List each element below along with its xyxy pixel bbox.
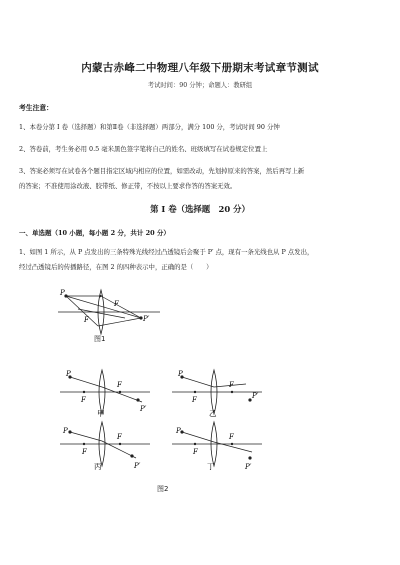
panel-yi — [172, 370, 262, 418]
figure-1-label-F: F — [114, 300, 119, 308]
panel-jia-label-F: F — [81, 396, 86, 404]
panel-yi-label: 乙 — [209, 409, 217, 418]
notice-item-3-line-1: 3、答案必须写在试卷各个题目指定区域内相应的位置，如需改动，先划掉原来的答案，然后再写上新 — [19, 167, 305, 175]
panel-ding-label-P: P — [176, 427, 181, 435]
panel-ding-label-F: F — [193, 448, 198, 456]
panel-yi-label-Pprime: P′ — [252, 392, 259, 400]
panel-jia-label-Pprime: P′ — [140, 405, 147, 413]
question-1-line-1: 1、如图 1 所示，从 P 点发出的三条特殊光线经过凸透镜后会聚于 P′ 点，现有一条光线也从 P 点发出， — [19, 248, 314, 256]
notice-heading: 考生注意： — [19, 104, 53, 112]
figure-1-label-Pprime: P′ — [143, 315, 150, 323]
notice-item-1: 1、本卷分第 I 卷（选择题）和第Ⅱ卷（非选择题）两部分，满分 100 分，考试时间 90 分钟 — [19, 123, 280, 131]
panel-ding — [172, 422, 262, 471]
panel-ding-label-F2: F — [229, 433, 234, 441]
panel-bing-label: 丙 — [94, 462, 102, 471]
question-1-line-2: 经过凸透镜后的传播路径，在图 2 的四种表示中，正确的是（ ） — [19, 263, 213, 271]
figure-1-label-F-left: F — [84, 316, 89, 324]
figure-2-caption: 图2 — [157, 485, 169, 493]
figure-1-caption: 图1 — [94, 335, 106, 343]
panel-yi-label-P: P — [178, 370, 183, 378]
panel-bing — [60, 422, 150, 471]
figure-1-label-P: P — [60, 289, 65, 297]
notice-item-3-line-2: 的答案；不准使用涂改液、胶带纸、修正带，不按以上要求作答的答案无效。 — [19, 182, 237, 190]
question-type-heading: 一、单选题（10 小题，每小题 2 分，共计 20 分） — [19, 229, 170, 237]
panel-bing-label-F: F — [82, 448, 87, 456]
notice-item-2: 2、答卷前，考生务必用 0.5 毫米黑色签字笔将自己的姓名、班级填写在试卷规定位置上 — [19, 145, 268, 153]
panel-bing-label-F2: F — [117, 433, 122, 441]
panel-jia-label-F2: F — [117, 381, 122, 389]
exam-subtitle: 考试时间：90 分钟；命题人：教研组 — [147, 82, 253, 89]
panel-bing-label-P: P — [63, 427, 68, 435]
panel-jia-label-P: P — [66, 370, 71, 378]
panel-jia — [60, 370, 150, 418]
panel-jia-label: 甲 — [97, 409, 105, 418]
panel-yi-label-F2: F — [229, 381, 234, 389]
panel-ding-label-Pprime: P′ — [245, 463, 252, 471]
panel-yi-label-F: F — [192, 396, 197, 404]
exam-title: 内蒙古赤峰二中物理八年级下册期末考试章节测试 — [81, 62, 319, 74]
panel-bing-label-Pprime: P′ — [134, 462, 141, 470]
panel-ding-label: 丁 — [207, 462, 215, 471]
section-title: 第 I 卷（选择题 20 分） — [150, 204, 250, 214]
